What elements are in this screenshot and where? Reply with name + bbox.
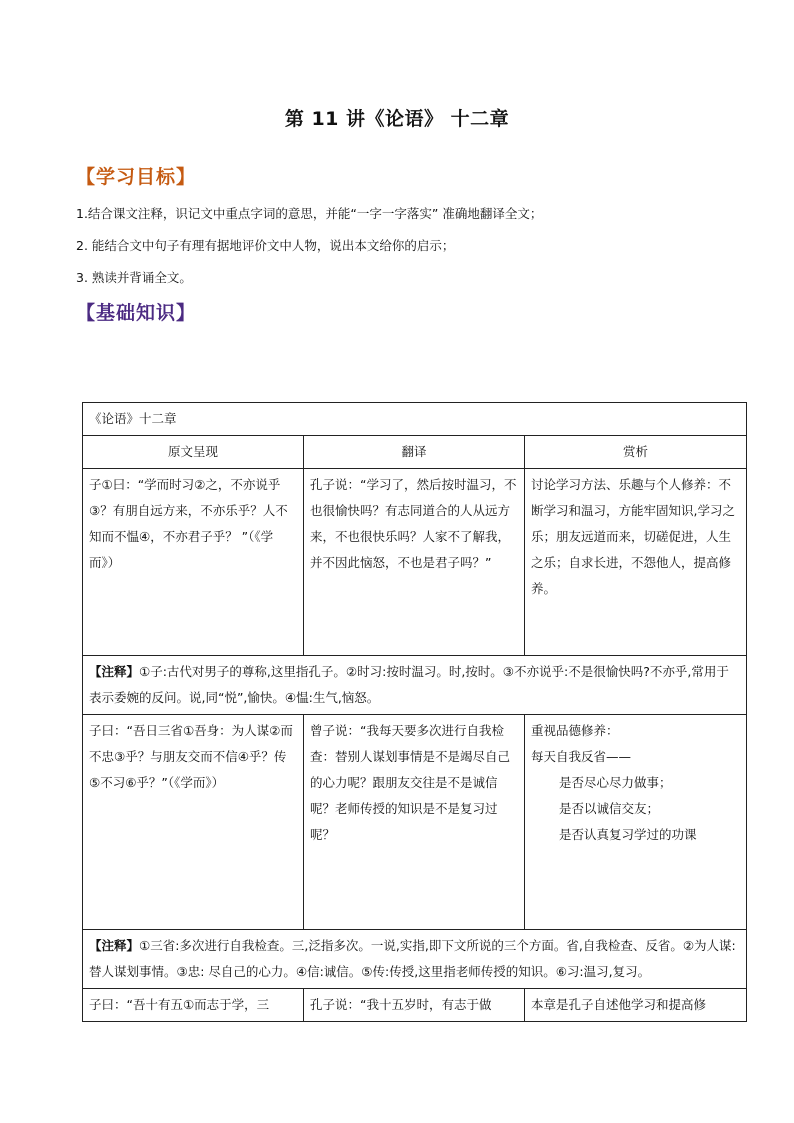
- notes-text: ①子:古代对男子的尊称,这里指孔子。②时习:按时温习。时,按时。③不亦说乎:不是很愉快吗?不亦乎,常用于表示委婉的反问。说,同“悦”,愉快。④愠:生气,恼怒。: [89, 664, 729, 705]
- notes-row: [83, 930, 747, 989]
- original-text-cell: 子曰：“吾十有五①而志于学，三: [83, 989, 304, 1022]
- original-text-cell: 子①曰：“学而时习②之，不亦说乎③？有朋自远方来，不亦乐乎？人不知而不愠④，不亦君子乎？ ”（《学而》）: [83, 469, 304, 656]
- table-row: [83, 715, 747, 930]
- analysis-cell: 讨论学习方法、乐趣与个人修养：不断学习和温习，方能牢固知识,学习之乐；朋友远道而来，切磋促进，人生之乐；自求长进，不怨他人，提高修养。: [525, 469, 747, 656]
- analysis-item: 是否以诚信交友；: [559, 801, 660, 816]
- goal-item-3: 3. 熟读并背诵全文。: [76, 270, 192, 285]
- goal-item-2: 2. 能结合文中句子有理有据地评价文中人物，说出本文给你的启示；: [76, 238, 455, 253]
- analysis-item: 是否认真复习学过的功课: [559, 827, 697, 842]
- original-text-cell: 子曰：“吾日三省①吾身：为人谋②而不忠③乎？与朋友交而不信④乎？传⑤不习⑥乎？”（《学而》）: [83, 715, 304, 930]
- notes-cell: [83, 930, 747, 989]
- table-row: [83, 469, 747, 656]
- table-caption: 《论语》十二章: [83, 403, 747, 436]
- analysis-cell: [525, 715, 747, 930]
- column-header-original: 原文呈现: [83, 436, 304, 469]
- page-title: 第 11 讲《论语》 十二章: [284, 108, 510, 130]
- translation-cell: 曾子说：“我每天要多次进行自我检查：替别人谋划事情是不是竭尽自己的心力呢？跟朋友交往是不是诚信呢？老师传授的知识是不是复习过呢？: [304, 715, 525, 930]
- analysis-lead: 每天自我反省——: [531, 749, 632, 764]
- column-header-analysis: 赏析: [525, 436, 747, 469]
- notes-text: ①三省:多次进行自我检查。三,泛指多次。一说,实指,即下文所说的三个方面。省,自我检查、反省。②为人谋:替人谋划事情。③忠: 尽自己的心力。④信:诚信。⑤传:传授,这里指老师传授的知识。⑥习:温习,复习。: [89, 938, 736, 979]
- column-header-translation: 翻译: [304, 436, 525, 469]
- goal-item-1: 1.结合课文注释，识记文中重点字词的意思，并能“一字一字落实” 准确地翻译全文；: [76, 206, 543, 221]
- table-row: [83, 989, 747, 1022]
- learning-goals-heading: 【学习目标】: [76, 166, 197, 188]
- notes-label: 【注释】: [89, 938, 140, 953]
- analysis-cell: 本章是孔子自述他学习和提高修: [525, 989, 747, 1022]
- analysis-intro: 重视品德修养：: [531, 723, 619, 738]
- analects-table: [82, 402, 747, 1022]
- notes-label: 【注释】: [89, 664, 140, 679]
- notes-cell: [83, 656, 747, 715]
- analysis-item: 是否尽心尽力做事；: [559, 775, 672, 790]
- translation-cell: 孔子说：“学习了，然后按时温习，不也很愉快吗？有志同道合的人从远方来，不也很快乐吗？人家不了解我，并不因此恼怒，不也是君子吗？”: [304, 469, 525, 656]
- basic-knowledge-heading: 【基础知识】: [76, 302, 197, 324]
- notes-row: [83, 656, 747, 715]
- translation-cell: 孔子说：“我十五岁时，有志于做: [304, 989, 525, 1022]
- table-header-row: [83, 436, 747, 469]
- table-caption-row: [83, 403, 747, 436]
